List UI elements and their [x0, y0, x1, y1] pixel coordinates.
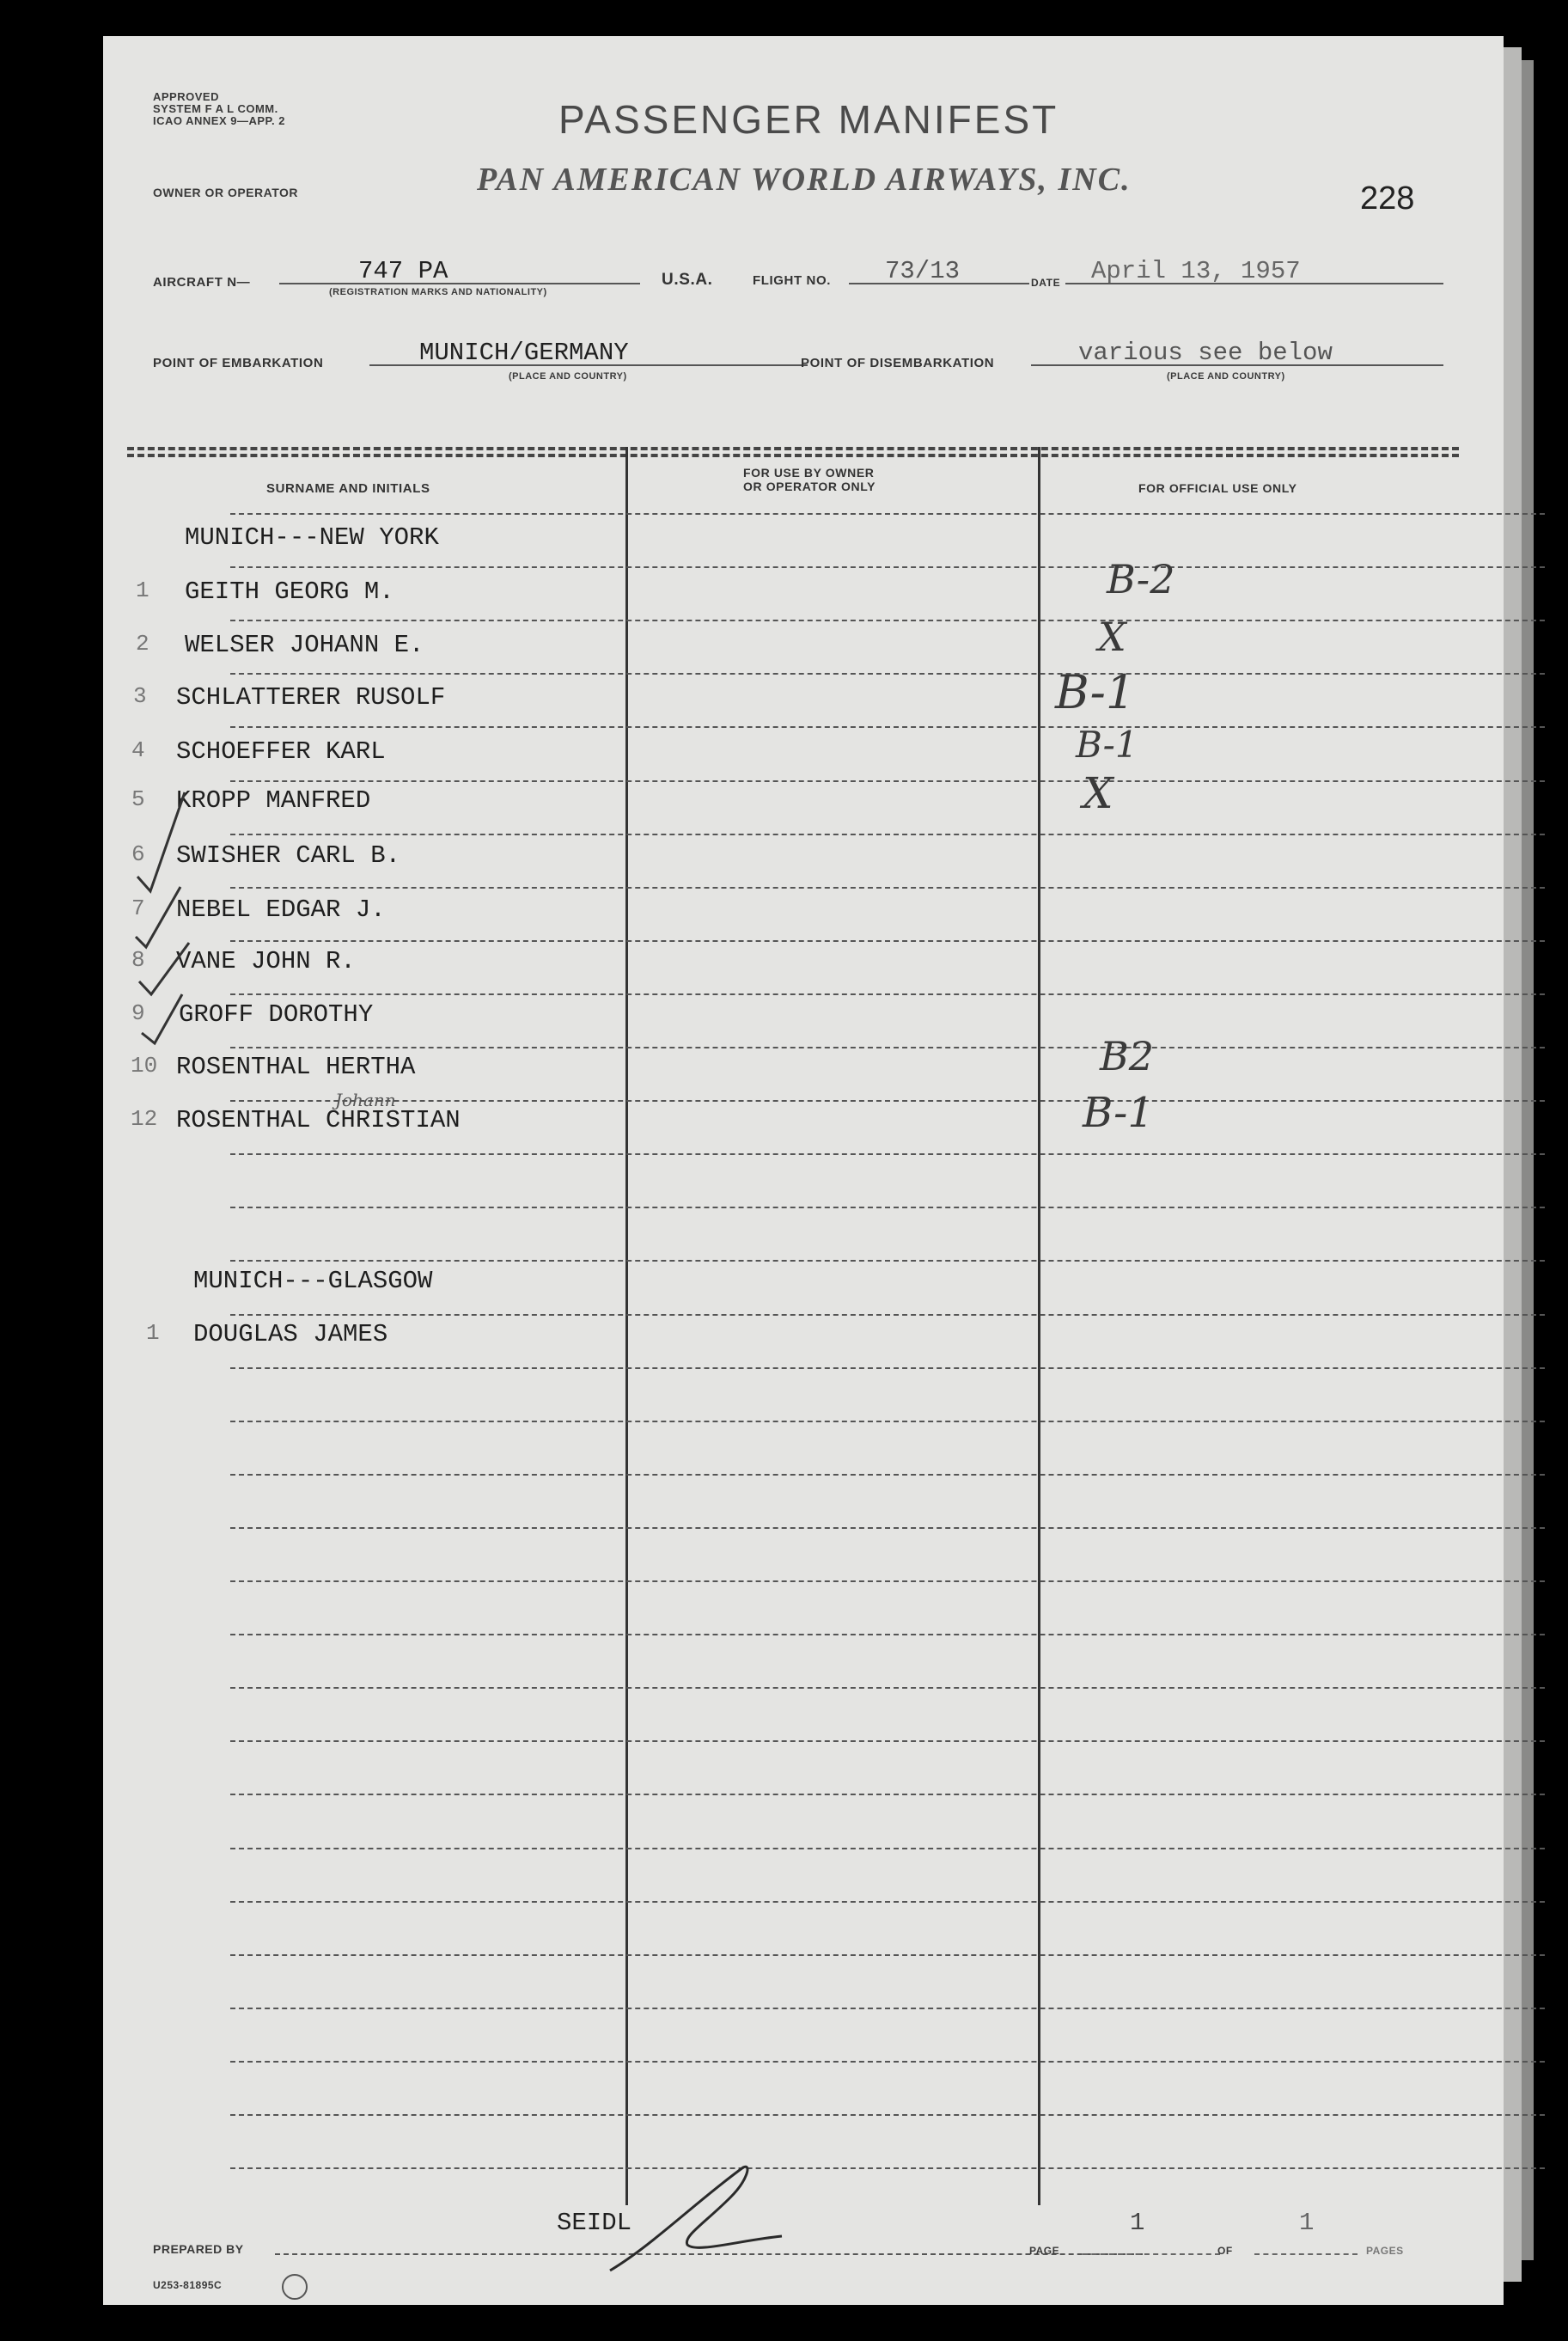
approval-line: ICAO ANNEX 9—APP. 2 [153, 114, 285, 127]
row-number: 4 [131, 737, 145, 763]
pages-label: PAGES [1366, 2245, 1404, 2257]
of-label: OF [1217, 2245, 1233, 2257]
embark-note: (PLACE AND COUNTRY) [509, 371, 627, 382]
row-number: 7 [131, 895, 145, 921]
row-number: 1 [136, 578, 149, 603]
ruled-line [230, 1634, 1545, 1635]
passenger-name: SCHOEFFER KARL [176, 737, 386, 766]
union-label-icon [282, 2274, 308, 2300]
ruled-line [230, 940, 1545, 942]
signature-scribble [601, 2150, 825, 2279]
check-marks [120, 775, 223, 1050]
ruled-line [230, 1367, 1545, 1369]
embark-value: MUNICH/GERMANY [419, 339, 629, 367]
passenger-name: ROSENTHAL CHRISTIAN [176, 1106, 461, 1134]
column-divider [625, 447, 628, 2205]
official-mark: B-1 [1083, 1089, 1154, 1137]
disembark-label: POINT OF DISEMBARKATION [801, 356, 995, 370]
ruled-line [230, 1848, 1545, 1849]
ruled-line [230, 2008, 1545, 2009]
page-number: 228 [1360, 180, 1415, 217]
name-annotation: Johann [335, 1090, 396, 1110]
section-heading: MUNICH---GLASGOW [193, 1267, 433, 1295]
official-mark: B-1 [1076, 724, 1138, 766]
underline [369, 364, 808, 366]
flight-value: 73/13 [885, 257, 961, 285]
ruled-line [230, 1794, 1545, 1795]
footer-rule [1083, 2253, 1220, 2255]
embark-label: POINT OF EMBARKATION [153, 356, 324, 370]
ruled-line [230, 566, 1545, 568]
of-value: 1 [1299, 2209, 1315, 2237]
ruled-line [230, 1740, 1545, 1742]
underline [849, 283, 1029, 284]
ruled-line [230, 1527, 1545, 1529]
disembark-value: various see below [1078, 339, 1333, 367]
passenger-name: GEITH GEORG M. [185, 578, 394, 606]
passenger-name: ROSENTHAL HERTHA [176, 1053, 416, 1081]
passenger-name: NEBEL EDGAR J. [176, 895, 386, 924]
col-header-owner-use: FOR USE BY OWNER [743, 466, 875, 480]
ruled-line [230, 1954, 1545, 1956]
row-number: 3 [133, 683, 147, 709]
row-number: 5 [131, 786, 145, 812]
ruled-line [230, 620, 1545, 621]
table-top-rule [127, 454, 1459, 457]
ruled-line [230, 1100, 1545, 1102]
owner-value: PAN AMERICAN WORLD AIRWAYS, INC. [477, 162, 1132, 198]
footer-rule [1254, 2253, 1358, 2255]
ruled-line [230, 1207, 1545, 1208]
passenger-name: VANE JOHN R. [176, 947, 356, 975]
date-label: DATE [1031, 277, 1061, 289]
registration-note: (REGISTRATION MARKS AND NATIONALITY) [329, 287, 547, 297]
approval-line: SYSTEM F A L COMM. [153, 102, 278, 115]
date-value: April 13, 1957 [1091, 257, 1301, 285]
prepared-by-label: PREPARED BY [153, 2242, 244, 2256]
ruled-line [230, 2061, 1545, 2063]
ruled-line [230, 1047, 1545, 1048]
ruled-line [230, 1260, 1545, 1262]
ruled-line [230, 1687, 1545, 1689]
row-number: 10 [131, 1053, 158, 1079]
usa-label: U.S.A. [662, 271, 713, 289]
ruled-line [230, 1580, 1545, 1582]
row-number: 6 [131, 841, 145, 867]
official-mark: B-2 [1107, 556, 1175, 602]
page-title: PASSENGER MANIFEST [558, 97, 1059, 142]
ruled-line [230, 1474, 1545, 1476]
passenger-name: DOUGLAS JAMES [193, 1320, 388, 1348]
row-number: 9 [131, 1000, 145, 1026]
passenger-name: SWISHER CARL B. [176, 841, 401, 870]
underline [1065, 283, 1443, 284]
ruled-line [230, 1901, 1545, 1903]
ruled-line [230, 1421, 1545, 1422]
ruled-line [230, 1153, 1545, 1155]
official-mark: B-1 [1055, 665, 1136, 719]
ruled-line [230, 834, 1545, 835]
row-number: 1 [146, 1320, 160, 1346]
official-mark: X [1098, 614, 1126, 660]
ruled-line [230, 2114, 1545, 2116]
page-label: PAGE [1029, 2245, 1060, 2257]
underline [1031, 364, 1443, 366]
official-mark: B2 [1100, 1033, 1155, 1079]
passenger-name: GROFF DOROTHY [179, 1000, 374, 1029]
ruled-line [230, 887, 1545, 889]
ruled-line [230, 726, 1545, 728]
ruled-line [230, 780, 1545, 782]
official-mark: X [1083, 768, 1113, 818]
ruled-line [230, 1314, 1545, 1316]
flight-label: FLIGHT NO. [753, 273, 831, 288]
col-header-surname: SURNAME AND INITIALS [266, 481, 430, 496]
owner-label: OWNER OR OPERATOR [153, 186, 298, 199]
ruled-line [230, 673, 1545, 675]
section-heading: MUNICH---NEW YORK [185, 523, 439, 552]
row-number: 12 [131, 1106, 158, 1132]
form-code: U253-81895C [153, 2279, 223, 2291]
paper-stack-edge [1522, 60, 1534, 2260]
row-number: 2 [136, 631, 149, 657]
approval-block [153, 91, 285, 127]
row-number: 8 [131, 947, 145, 973]
col-header-official-use: FOR OFFICIAL USE ONLY [1138, 481, 1297, 495]
ruled-line [230, 2167, 1545, 2169]
passenger-name: KROPP MANFRED [176, 786, 371, 815]
prepared-by-value: SEIDL [557, 2209, 632, 2237]
aircraft-label: AIRCRAFT N— [153, 275, 251, 290]
passenger-name: WELSER JOHANN E. [185, 631, 424, 659]
approval-line: APPROVED [153, 90, 219, 103]
col-header-owner-use: OR OPERATOR ONLY [743, 480, 876, 493]
table-top-rule [127, 447, 1459, 450]
ruled-line [230, 513, 1545, 515]
disembark-note: (PLACE AND COUNTRY) [1167, 371, 1285, 382]
aircraft-value: 747 PA [358, 257, 448, 285]
underline [279, 283, 640, 284]
ruled-line [230, 993, 1545, 995]
passenger-name: SCHLATTERER RUSOLF [176, 683, 446, 712]
page-value: 1 [1130, 2209, 1145, 2237]
column-divider [1038, 447, 1040, 2205]
manifest-sheet [103, 36, 1504, 2305]
